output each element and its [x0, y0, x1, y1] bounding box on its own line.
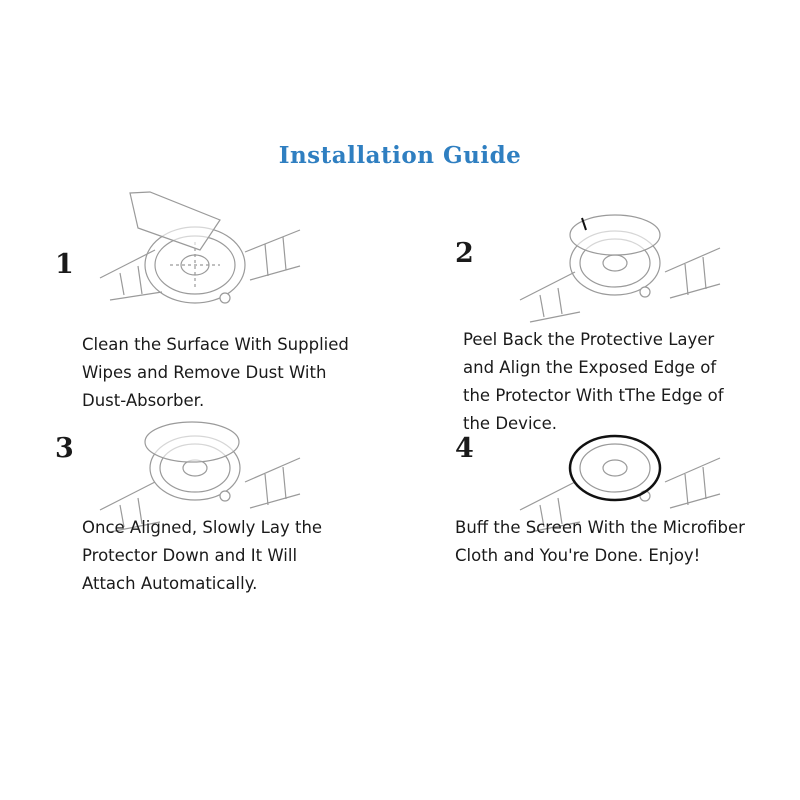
protector-film — [145, 422, 239, 462]
step-1-description — [82, 331, 349, 415]
guide-title: Installation Guide — [278, 142, 522, 169]
step-2-line-4: the Device. — [463, 414, 557, 433]
step-3-line-2: Protector Down and It Will — [82, 546, 298, 565]
step-1-line-3: Dust-Absorber. — [82, 391, 205, 410]
step-2-line-3: the Protector With tThe Edge of — [463, 386, 724, 405]
step-2-line-1: Peel Back the Protective Layer — [463, 330, 715, 349]
step-3-line-1: Once Aligned, Slowly Lay the — [82, 518, 323, 537]
step-1-illustration — [100, 180, 300, 320]
step-4-number: 4 — [455, 433, 474, 464]
installed-protector-ring — [570, 436, 660, 500]
step-1-number: 1 — [55, 249, 74, 280]
step-3-line-3: Attach Automatically. — [82, 574, 258, 593]
step-2-description — [463, 326, 724, 438]
step-2-number: 2 — [455, 238, 474, 269]
step-4-line-2: Cloth and You're Done. Enjoy! — [455, 546, 701, 565]
step-1-line-1: Clean the Surface With Supplied — [82, 335, 349, 354]
step-4-description — [455, 514, 745, 570]
step-2-line-2: and Align the Exposed Edge of — [463, 358, 717, 377]
wipe-cloth — [130, 192, 220, 250]
step-4-line-1: Buff the Screen With the Microfiber — [455, 518, 745, 537]
step-3-description — [82, 514, 322, 598]
step-3-number: 3 — [55, 433, 74, 464]
step-1-line-2: Wipes and Remove Dust With — [82, 363, 327, 382]
step-2-illustration — [520, 200, 720, 340]
